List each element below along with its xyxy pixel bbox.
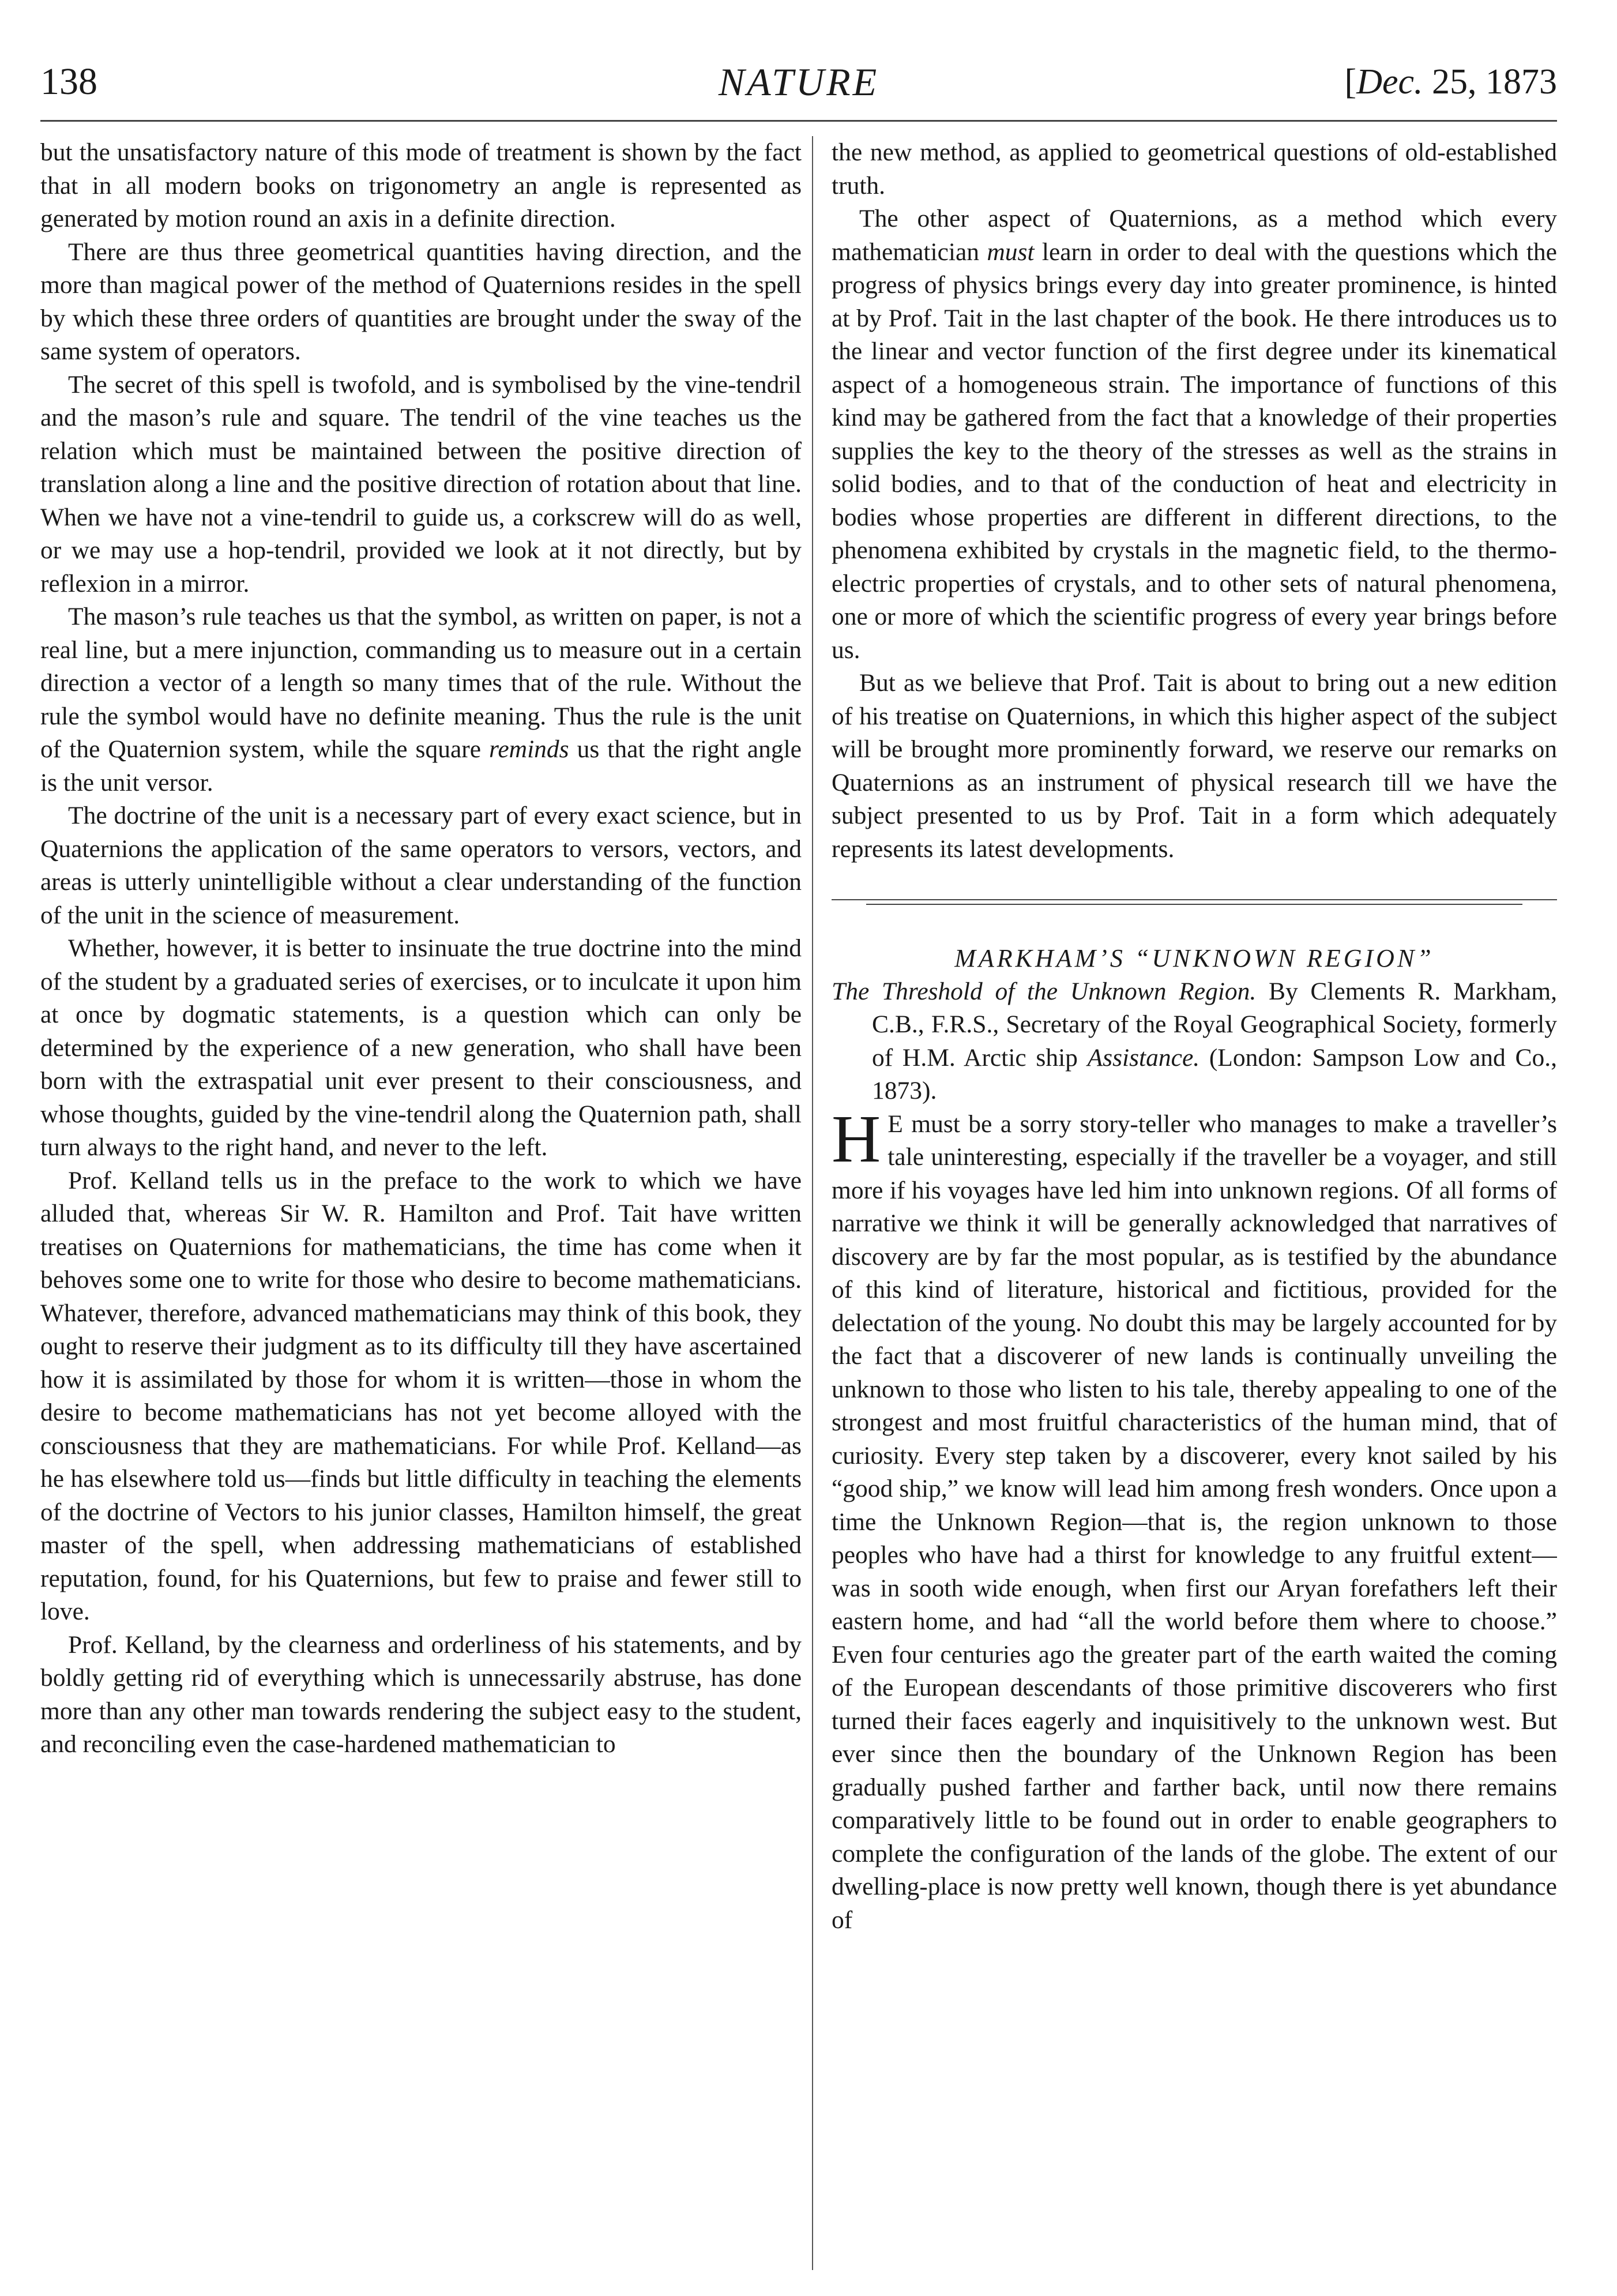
paragraph (40, 600, 802, 799)
date-month: Dec. (1356, 62, 1423, 102)
column-divider (812, 136, 813, 2270)
citation-author: By Clements R. Markham, C.B., F.R.S., Secretary of the Royal Geographical Society, formerly of H.M. Arctic ship (872, 977, 1557, 1072)
citation-publisher: (London: Sampson Low and Co., 1873). (872, 1043, 1557, 1104)
right-column (832, 136, 1557, 2270)
section-divider (832, 899, 1557, 900)
text-run: The other aspect of Quaternions, as a method which every mathematician (832, 205, 1557, 266)
citation-book-title: The Threshold of the Unknown Region. (832, 977, 1257, 1005)
date-bracket: [ (1344, 62, 1357, 102)
journal-title: NATURE (718, 60, 879, 104)
page-number: 138 (40, 61, 97, 103)
paragraph: the new method, as applied to geometrical questions of old-established truth. (832, 138, 1557, 200)
paragraph: The secret of this spell is twofold, and is symbolised by the vine-tendril and the mason’s rule and square. The tendril of the vine teaches us the relation which must be maintained between the positive direction of translation along a line and the positive direction of rotation about that line. When we have not a vine-tendril to guide us, a corkscrew will do as well, or we may use a hop-tendril, provided we look at it not directly, but by reflexion in a mirror. (40, 370, 802, 598)
paragraph: There are thus three geometrical quantities having direction, and the more than magical power of the method of Quaternions resides in the spell by which these three orders of quantities are brought under the sway of the same system of operators. (40, 238, 802, 365)
text-run: The mason’s rule teaches us that the symbol, as written on paper, is not a real line, but a mere injunction, commanding us to measure out in a certain direction a vector of a length so many times that of the rule. Without the rule the symbol would have no definite meaning. Thus the rule is the unit of the Quaternion system, while the square (40, 603, 802, 763)
paragraph: but the unsatisfactory nature of this mode of treatment is shown by the fact that in all modern books on trigonometry an angle is represented as generated by motion round an axis in a definite direction. (40, 138, 802, 232)
header-rule (40, 120, 1557, 122)
paragraph: Prof. Kelland tells us in the preface to the work to which we have alluded that, whereas Sir W. R. Hamilton and Prof. Tait have written treatises on Quaternions for mathematicians, the time has come when it behoves some one to write for those who desire to become mathematicians. Whatever, therefore, advanced mathematicians may think of this book, they ought to reserve their judgment as to its difficulty till they have ascertained how it is assimilated by those for whom it is written—those in whom the desire to become mathematicians has not yet become alloyed with the consciousness that they are mathematicians. For while Prof. Kelland—as he has elsewhere told us—finds but little difficulty in teaching the elements of the doctrine of Vectors to his junior classes, Hamilton himself, the great master of the spell, when addressing mathematicians of established reputation, found, for his Quaternions, but few to praise and fewer still to love. (40, 1166, 802, 1625)
drop-cap: H (832, 1100, 881, 1177)
paragraph (832, 1100, 1557, 1937)
citation-ship-name: Assistance. (1087, 1043, 1200, 1072)
emphasis-reminds: reminds (489, 735, 569, 763)
text-run: E must be a sorry story-teller who manages to make a traveller’s tale uninteresting, especially if the traveller be a voyager, and still more if his voyages have led him into unknown regions. Of all forms of narrative we think it will be generally acknowledged that narratives of discovery are by far the most popular, as is testified by the abundance of this kind of literature, historical and fictitious, provided for the delectation of the young. No doubt this may be largely accounted for by the fact that a discoverer of new lands is continually unveiling the unknown to those who listen to his tale, thereby appealing to one of the strongest and most fruitful characteristics of the human mind, that of curiosity. Every step taken by a discoverer, every knot sailed by his “good ship,” we know will lead him among fresh wonders. Once upon a time the Unknown Region—that is, the region unknown to those peoples who have had a thirst for knowledge to any fruitful extent—was in sooth wide enough, when first our Aryan forefathers left their eastern home, and had “all the world before them where to choose.” Even four centuries ago the greater part of the earth waited the coming of the European descendants of those primitive discoverers who first turned their faces eagerly and inquisitively to the unknown west. But ever since then the boundary of the Unknown Region has been gradually pushed farther and farther back, until now there remains comparatively little to be found out in order to enable geographers to complete the configuration of the lands of the globe. The extent of our dwelling-place is now pretty well known, though there is yet abundance of (832, 1110, 1557, 1934)
paragraph (832, 202, 1557, 667)
text-run: us that the right angle is the unit versor. (40, 735, 802, 796)
text-run: learn in order to deal with the questions which the progress of physics brings every day into greater prominence, is hinted at by Prof. Tait in the last chapter of the book. He there introduces us to the linear and vector function of the first degree under its kinematical aspect of a homogeneous strain. The importance of functions of this kind may be gathered from the fact that a knowledge of their properties supplies the key to the theory of the stresses as well as the strains in solid bodies, and to that of the conduction of heat and electricity in bodies whose properties are different in different directions, to the phenomena exhibited by crystals in the magnetic field, to the thermo-electric properties of crystals, and to other sets of natural phenomena, one or more of which the scientific progress of every year brings before us. (832, 238, 1557, 664)
running-header (40, 53, 1557, 111)
date-day-year: 25, 1873 (1423, 62, 1557, 102)
book-citation (832, 975, 1557, 1108)
emphasis-must: must (987, 238, 1035, 266)
paragraph: The doctrine of the unit is a necessary part of every exact science, but in Quaternions the application of the same operators to versors, vectors, and areas is utterly unintelligible without a clear understanding of the function of the unit in the science of measurement. (40, 802, 802, 929)
left-column (40, 136, 802, 2270)
issue-date (1345, 53, 1557, 111)
paragraph: Whether, however, it is better to insinuate the true doctrine into the mind of the student by a graduated series of exercises, or to inculcate it upon him at once by dogmatic statements, is a question which can only be determined by the experience of a new generation, who shall have been born with the extraspatial unit ever present to their consciousness, and whose thoughts, guided by the vine-tendril along the Quaternion path, shall turn always to the right hand, and never to the left. (40, 934, 802, 1161)
paragraph: But as we believe that Prof. Tait is about to bring out a new edition of his treatise on Quaternions, in which this higher aspect of the subject will be brought more prominently forward, we reserve our remarks on Quaternions as an instrument of physical research till we have the subject presented to us by Prof. Tait in a form which adequately represents its latest developments. (832, 669, 1557, 863)
paragraph: Prof. Kelland, by the clearness and orderliness of his statements, and by boldly getting rid of everything which is unnecessarily abstruse, has done more than any other man towards rendering the subject easy to the student, and reconciling even the case-hardened mathematician to (40, 1630, 802, 1758)
section-title: MARKHAM’S “UNKNOWN REGION” (954, 944, 1434, 972)
